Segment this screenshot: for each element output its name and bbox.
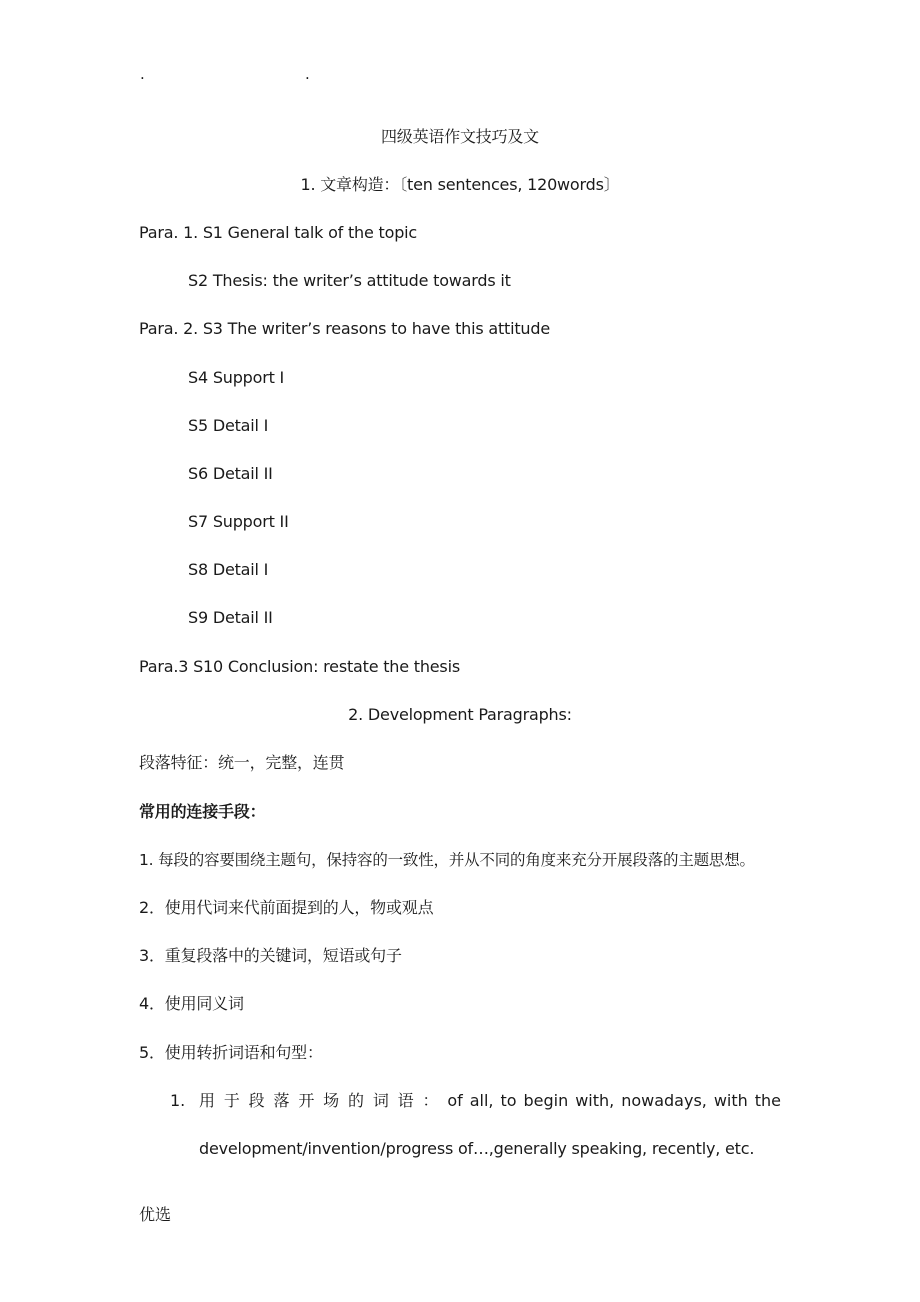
method-item: 1. 每段的容要围绕主题句，保持容的一致性，并从不同的角度来充分开展段落的主题思想。 [139,851,755,869]
outline-line: S9 Detail II [188,608,273,627]
method-item: 5．使用转折词语和句型： [139,1043,323,1062]
header-dot-left: . [140,65,145,83]
method-item: 4．使用同义词 [139,994,244,1013]
outline-line: Para. 2. S3 The writer’s reasons to have this attitude [139,319,550,338]
method-item: 2．使用代词来代前面提到的人，物或观点 [139,898,434,917]
outline-line: S2 Thesis: the writer’s attitude towards it [188,271,511,290]
sub-item-line1: 用 于 段 落 开 场 的 词 语 ： of all, to begin with, nowadays, with the [199,1091,781,1110]
section1-heading: 1. 文章构造：〔ten sentences, 120words〕 [300,175,620,194]
outline-line: Para. 1. S1 General talk of the topic [139,223,417,242]
outline-line: S4 Support I [188,368,285,387]
method-item: 3．重复段落中的关键词，短语或句子 [139,946,402,965]
outline-line: S5 Detail I [188,416,269,435]
section2-heading: 2. Development Paragraphs: [348,705,572,724]
header-dot-right: . [305,65,310,83]
methods-heading: 常用的连接手段： [139,802,266,821]
sub-item-number: 1. [170,1091,186,1110]
document-title: 四级英语作文技巧及文 [380,127,539,146]
outline-line: S7 Support II [188,512,289,531]
paragraph-features: 段落特征：统一，完整，连贯 [139,753,345,772]
sub-item-line2: development/invention/progress of…,generally speaking, recently, etc. [199,1139,755,1158]
outline-line: S6 Detail II [188,464,273,483]
outline-line: S8 Detail I [188,560,269,579]
footer-label: 优选 [139,1205,172,1224]
outline-line: Para.3 S10 Conclusion: restate the thesis [139,657,460,676]
